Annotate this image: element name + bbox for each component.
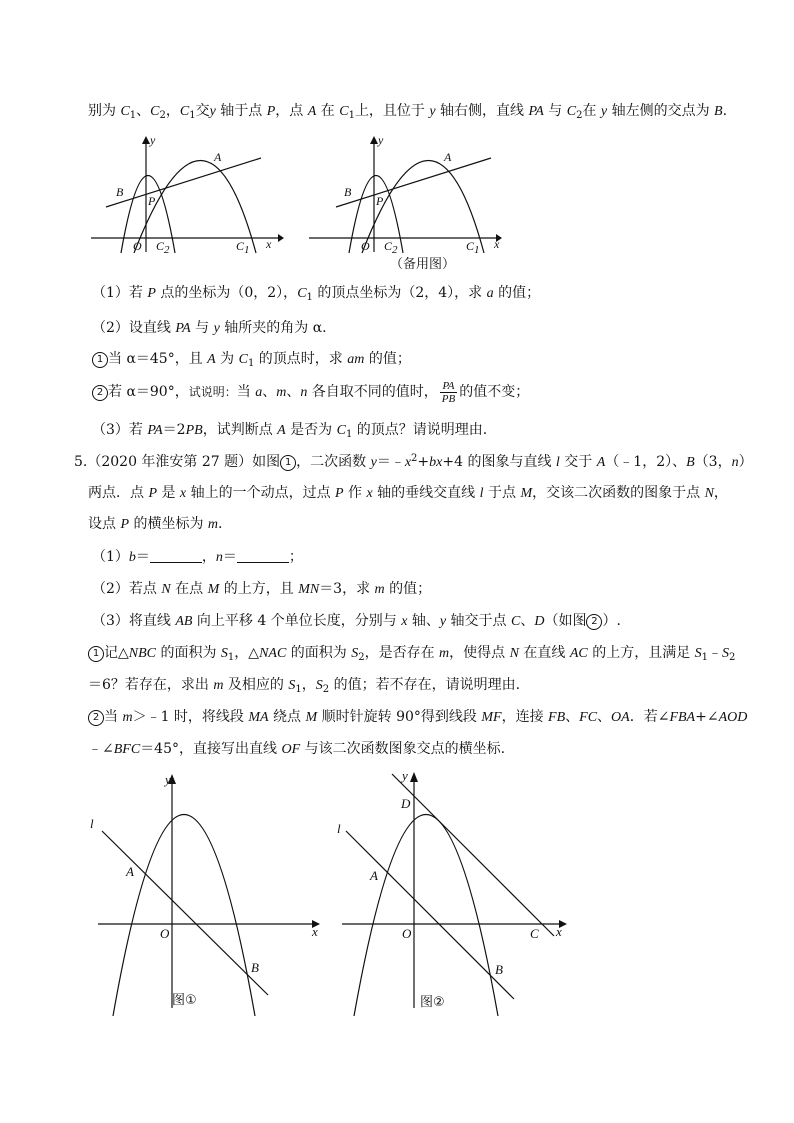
figure-caption: （备用图） bbox=[390, 257, 456, 272]
answer-blank-n[interactable] bbox=[237, 548, 289, 563]
label-B: B bbox=[116, 185, 124, 199]
figure-2 bbox=[332, 768, 577, 1018]
question-2-part-2: 2 若 α＝90°，试说明：当 a、m、n 各自取不同的值时， $\frac{PA}{PB}$ 的值不变； bbox=[92, 378, 529, 407]
sub-question-3-part-1: 1 记△NBC 的面积为 $S_1$，△NAC 的面积为 $S_2$，是否存在 m，使得点 N 在直线 AC 的上方，且满足 $S_1﹣S_2$ bbox=[88, 643, 735, 664]
problem-5-line-2: 两点．点 P 是 x 轴上的一个动点，过点 P 作 x 轴的垂线交直线 l 于点 M，交该二次函数的图象于点 N， bbox=[88, 485, 728, 501]
label-x: x bbox=[494, 237, 500, 251]
sub-question-3: （3）将直线 AB 向上平移 4 个单位长度，分别与 x 轴、y 轴交于点 C、D（如图 2 ）. bbox=[92, 613, 621, 629]
question-2: （2）设直线 PA 与 y 轴所夹的角为 α. bbox=[92, 320, 327, 336]
label-A: A bbox=[214, 150, 222, 164]
sub-question-3-part-2-cont: ﹣∠BFC＝45°，直接写出直线 OF 与该二次函数图象交点的横坐标. bbox=[88, 741, 506, 757]
label-A: A bbox=[444, 150, 452, 164]
label-P: P bbox=[148, 194, 156, 208]
sub-question-2: （2）若点 N 在点 M 的上方，且 MN＝3，求 m 的值； bbox=[92, 581, 432, 597]
fraction-pa-pb: $\frac{PA}{PB}$ bbox=[441, 379, 456, 405]
label-C1: C1 bbox=[466, 239, 480, 256]
label-B: B bbox=[251, 960, 259, 975]
label-O: O bbox=[361, 239, 370, 253]
label-y: y bbox=[165, 772, 171, 787]
label-B: B bbox=[495, 962, 503, 977]
figure-caption: 图① bbox=[172, 993, 197, 1008]
question-3: （3）若 PA＝2PB，试判断点 A 是否为 $C_1$ 的顶点？请说明理由. bbox=[92, 422, 488, 440]
label-A: A bbox=[370, 868, 378, 883]
answer-blank-b[interactable] bbox=[150, 548, 202, 563]
figure-1 bbox=[88, 768, 328, 1018]
label-C1: C1 bbox=[236, 239, 250, 256]
sub-question-1: （1）b＝ ，n＝ ； bbox=[92, 549, 303, 565]
label-x: x bbox=[312, 924, 318, 939]
sub-question-3-part-2: 2 当 m＞﹣1 时，将线段 MA 绕点 M 顺时针旋转 90°得到线段 MF，连接 FB、FC、OA．若∠FBA+∠AOD bbox=[88, 707, 747, 728]
top-figure-main bbox=[86, 128, 286, 258]
figure-caption: 图② bbox=[420, 995, 445, 1010]
label-x: x bbox=[266, 237, 272, 251]
label-C2: C2 bbox=[384, 239, 398, 256]
label-y: y bbox=[378, 133, 384, 147]
intro-line: 别为 $C_1$、$C_2$，$C_1$交y 轴于点 P，点 A 在 $C_1$上，且位于 y 轴右侧，直线 PA 与 $C_2$在 y 轴左侧的交点为 B. bbox=[88, 103, 728, 121]
label-O: O bbox=[402, 926, 412, 941]
label-y: y bbox=[150, 133, 156, 147]
label-C2: C2 bbox=[156, 239, 170, 256]
question-2-part-1: 1 当 α＝45°，且 A 为 $C_1$ 的顶点时，求 am 的值； bbox=[92, 349, 411, 370]
label-O: O bbox=[160, 926, 170, 941]
label-O: O bbox=[133, 239, 142, 253]
label-P: P bbox=[376, 194, 384, 208]
problem-5-line-3: 设点 P 的横坐标为 m. bbox=[88, 516, 223, 532]
sub-question-3-part-1-cont: ＝6？若存在，求出 m 及相应的 $S_1$，$S_2$ 的值；若不存在，请说明理由. bbox=[88, 677, 521, 695]
label-C: C bbox=[530, 926, 539, 941]
label-D: D bbox=[401, 796, 411, 811]
problem-5-line-1: 5.（2020 年淮安第 27 题）如图 1 ，二次函数 $y=﹣x^2+bx+4$ 的图象与直线 l 交于 A（﹣1，2）、B（3，n） bbox=[74, 453, 753, 470]
label-l: l bbox=[337, 821, 341, 836]
label-l: l bbox=[90, 816, 94, 831]
label-x: x bbox=[556, 924, 562, 939]
top-figure-backup bbox=[304, 128, 504, 278]
label-y: y bbox=[402, 768, 408, 783]
label-A: A bbox=[126, 864, 134, 879]
question-1: （1）若 P 点的坐标为（0，2），$C_1$ 的顶点坐标为（2，4），求 a 的值； bbox=[92, 285, 541, 303]
label-B: B bbox=[344, 185, 352, 199]
